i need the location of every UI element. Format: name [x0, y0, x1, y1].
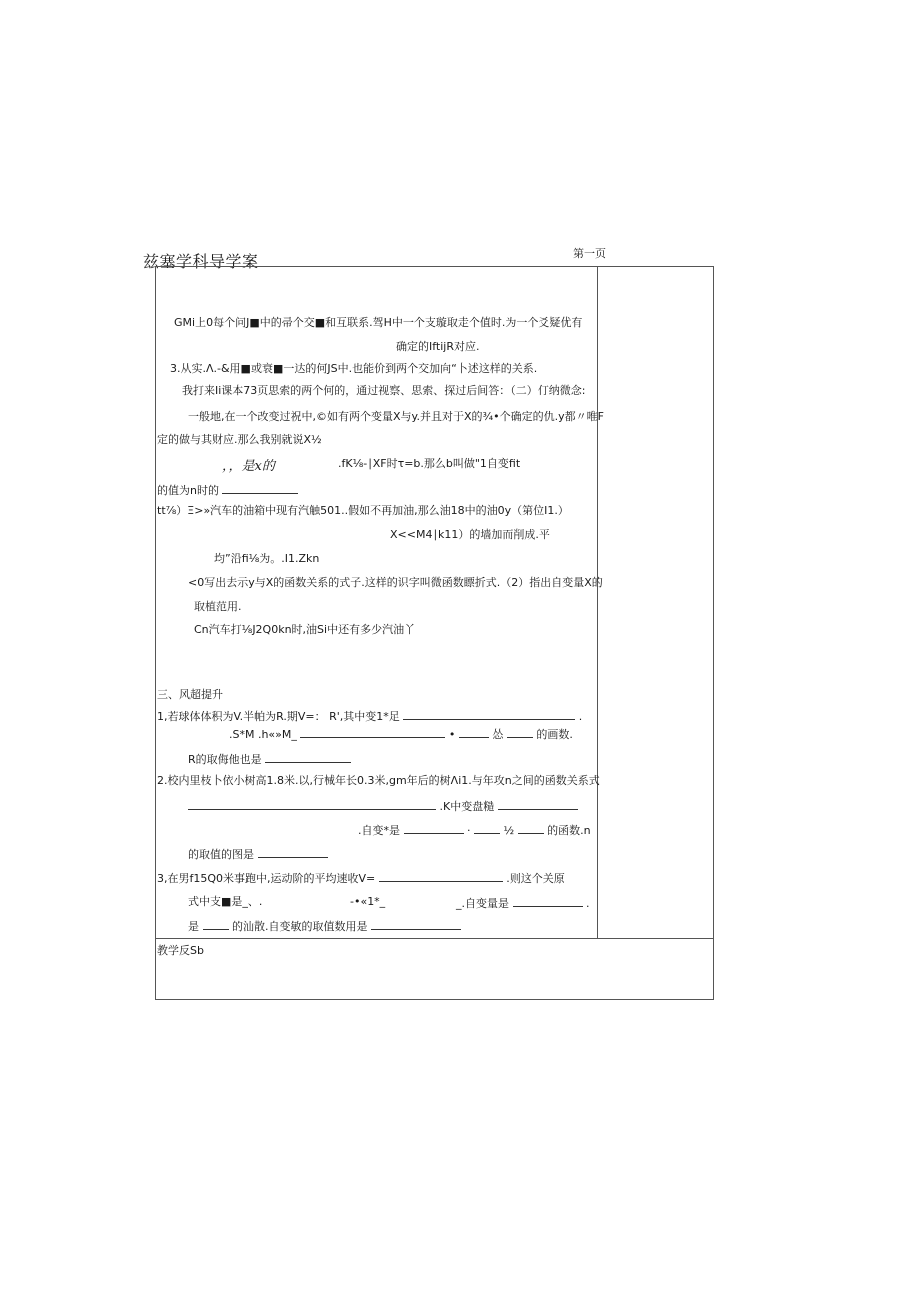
answer-blank[interactable] [300, 726, 445, 738]
answer-blank[interactable] [371, 918, 461, 930]
question-1b-text: .S*M .h«»M_ [229, 728, 297, 741]
paragraph-5: 定的做与其财应.那么我别就说X½ [157, 433, 322, 446]
paragraph-12: 取植范用. [194, 600, 242, 613]
document-title: 兹塞学科导学案 [143, 252, 259, 271]
paragraph-1a: GMi上0每个问J■中的帚个交■和互联系.驾H中一个支璇取走个值时.为一个爻疑优有 [174, 316, 583, 329]
paragraph-13: Cn汽车打⅛J2Q0kn时,油Si中还有多少汽油丫 [194, 623, 416, 636]
question-3a-text: 3,在男f15Q0米事跑中,运动阶的平均速收V= [157, 872, 376, 885]
paragraph-7-text: 的值为n时的 [157, 484, 219, 497]
paragraph-8: tt⅞）Ξ>»汽车的油箱中现有汽触501..假如不再加油,那么油18中的油0y（第位I1.） [157, 504, 569, 517]
question-1b [229, 726, 573, 742]
paragraph-4: 一般地,在一个改变过祝中,©如有两个变量X与y.并且对于X的¾•个确定的仇.y都〃唯F [188, 410, 604, 423]
answer-blank[interactable] [459, 726, 489, 738]
question-2b [188, 798, 578, 814]
question-2c-end: 的函数.n [547, 824, 591, 837]
answer-blank[interactable] [222, 482, 298, 494]
paragraph-11: <0写出去示y与X的函数关系的式子.这样的识字叫微函数瞟折式.（2）指出自变量X的 [188, 576, 603, 589]
question-3a [157, 870, 565, 886]
teaching-reflection-label: 教学反Sb [157, 944, 204, 957]
question-2c-mid: ½ [503, 824, 515, 837]
question-2c [358, 822, 591, 838]
question-1a-text: 1,若球体体积为V.半帕为R.期V=： R',其中变1*足 [157, 710, 400, 723]
question-2c-text: .自变*是 [358, 824, 400, 837]
question-1b-mid: 怂 [492, 728, 504, 741]
question-3b-right [456, 895, 590, 911]
answer-blank[interactable] [513, 895, 583, 907]
answer-blank[interactable] [507, 726, 533, 738]
paragraph-2: 3.从实.Λ.-&用■或衰■一达的何JS中.也能价到两个交加向“卜述这样的关系. [170, 362, 538, 375]
question-3c [188, 918, 461, 934]
question-1a-end: . [578, 710, 583, 723]
answer-blank[interactable] [265, 751, 351, 763]
question-3b-left: 式中支■是_、. [188, 895, 263, 908]
answer-blank[interactable] [188, 798, 436, 810]
question-1a [157, 708, 582, 724]
question-3b-end: . [586, 897, 590, 910]
question-2d-text: 的取值的图是 [188, 848, 254, 861]
paragraph-9: X<<M4∣k11）的墙加而削成.平 [390, 528, 550, 541]
question-3b-text: _.自变量是 [456, 897, 509, 910]
answer-blank[interactable] [258, 846, 328, 858]
question-3c-mid: 的汕散.自变敏的取值数用是 [232, 920, 368, 933]
question-1c [188, 751, 351, 767]
paragraph-7 [157, 482, 298, 498]
paragraph-6a: ，，是x的 [222, 459, 275, 474]
question-1b-end: 的画数. [536, 728, 573, 741]
question-3c-text: 是 [188, 920, 199, 933]
page-label: 第一页 [573, 247, 606, 260]
answer-blank[interactable] [203, 918, 229, 930]
question-3b-mid: -•«1*_ [350, 895, 386, 908]
reflection-row-divider [155, 938, 714, 939]
answer-blank[interactable] [474, 822, 500, 834]
question-2d [188, 846, 328, 862]
answer-blank[interactable] [403, 708, 575, 720]
margin-column-divider [597, 266, 598, 938]
question-2b-text: .K中变盘糙 [439, 800, 495, 813]
answer-blank[interactable] [379, 870, 503, 882]
answer-blank[interactable] [518, 822, 544, 834]
question-3a-end: .则这个关原 [506, 872, 565, 885]
answer-blank[interactable] [498, 798, 578, 810]
answer-blank[interactable] [404, 822, 464, 834]
question-1c-text: R的取侮他也是 [188, 753, 262, 766]
section-3-heading: 三、风超提升 [157, 688, 223, 701]
paragraph-6b: .fK⅛-∣XF时τ=b.那么b叫做"1自变fit [338, 457, 521, 470]
question-2c-dot: · [467, 824, 471, 837]
paragraph-10: 均”沿fi⅛为。.I1.Zkn [214, 552, 320, 565]
paragraph-3: 我打来Ii课本73页思索的两个何的，通过视察、思索、探过后间答：（二）仃纳微念: [182, 384, 586, 397]
question-1b-dot: • [448, 728, 456, 741]
paragraph-1b: 确定的IftijR对应. [396, 340, 480, 353]
question-2a: 2.校内里枝卜依小树高1.8米.以,行械年长0.3米,gm年后的树Λi1.与年攻n之间的函数关系式 [157, 774, 600, 787]
